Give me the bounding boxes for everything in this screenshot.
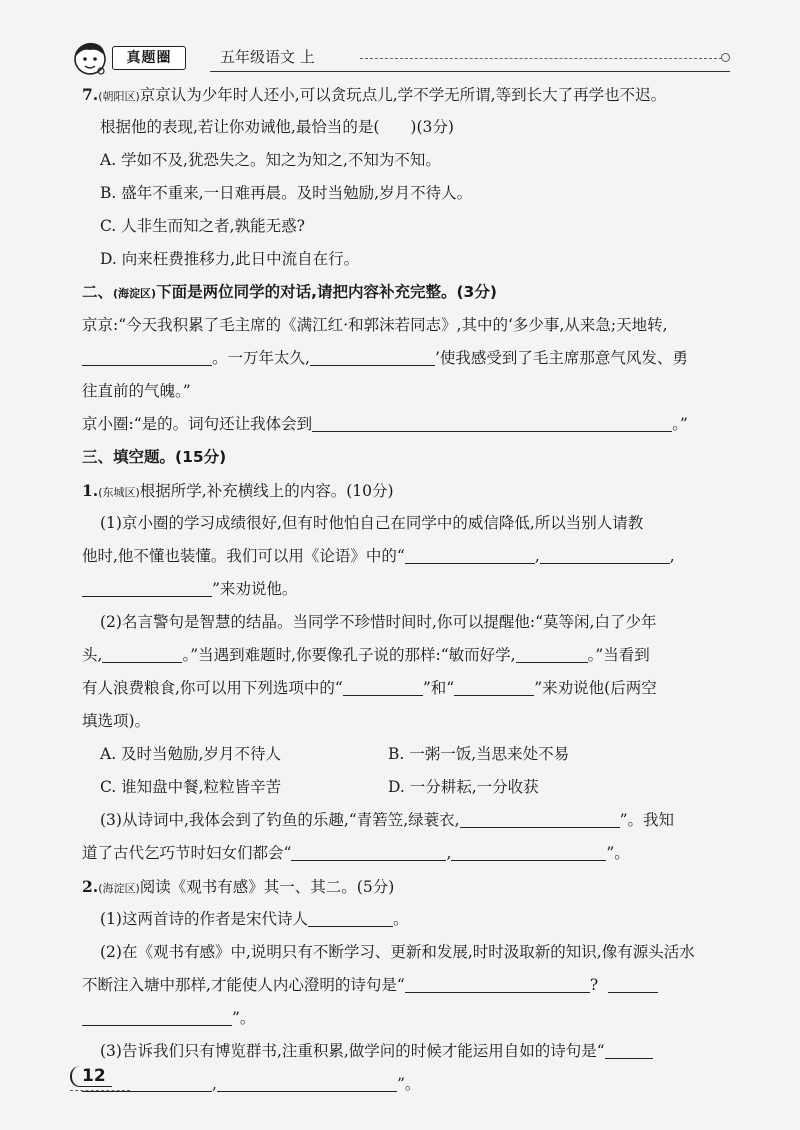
- s3q1-p1-line2: [82, 540, 722, 573]
- answer-blank[interactable]: [460, 809, 620, 828]
- dialogue-text: 。一万年太久,: [212, 349, 310, 367]
- prompt-text: ”和“: [422, 679, 455, 697]
- student-avatar-icon: [70, 38, 110, 78]
- s3q1-p2-line1: (2)名言警句是智慧的结晶。当同学不珍惜时间时,你可以提醒他:“莫等闲,白了少年: [100, 613, 657, 631]
- page-number: 12: [70, 1066, 112, 1087]
- answer-blank[interactable]: [454, 677, 534, 696]
- prompt-text: 。: [392, 910, 409, 928]
- s3q2-p3-line2: [82, 1068, 722, 1101]
- answer-blank[interactable]: [82, 347, 212, 366]
- page-header: [70, 38, 730, 74]
- header-dot-icon: [721, 53, 730, 62]
- worksheet-body: [82, 78, 722, 1101]
- s3q2-p2-line1: (2)在《观书有感》中,说明只有不断学习、更新和发展,时时汲取新的知识,像有源头活水: [100, 943, 695, 961]
- q7-option-a: A. 学如不及,犹恐失之。知之为知之,不知为不知。: [100, 151, 441, 169]
- q7-region-tag: (朝阳区): [98, 90, 140, 103]
- prompt-text: (1)这两首诗的作者是宋代诗人: [100, 910, 308, 928]
- prompt-text: (3)告诉我们只有博览群书,注重积累,做学问的时候才能运用自如的诗句是“: [100, 1042, 605, 1060]
- answer-blank[interactable]: [405, 974, 590, 993]
- prompt-text: 他时,他不懂也装懂。我们可以用《论语》中的“: [82, 547, 405, 565]
- s3q2-p1: [82, 903, 722, 936]
- answer-blank[interactable]: [605, 1040, 653, 1059]
- prompt-text: 头,: [82, 646, 103, 664]
- q7-number: 7.: [82, 85, 99, 104]
- s3q2-number: 2.: [82, 877, 99, 896]
- prompt-text: ”。: [606, 844, 630, 862]
- option-c: C. 谁知盘中餐,粒粒皆辛苦: [100, 778, 282, 796]
- section2-title: [82, 276, 722, 309]
- s3q1-region-tag: (东城区): [98, 486, 140, 499]
- section2-num: 二、: [82, 283, 114, 301]
- dialogue-text: 京小圈:“是的。词句还让我体会到: [82, 415, 313, 433]
- s3q1-options-row2: [82, 771, 722, 804]
- prompt-text: 不断注入塘中那样,才能使人内心澄明的诗句是“: [82, 976, 405, 994]
- option-a: A. 及时当勉励,岁月不待人: [100, 745, 281, 763]
- s3q2-p2-line2: [82, 969, 722, 1002]
- s3q1-options-row1: [82, 738, 722, 771]
- answer-blank[interactable]: [451, 842, 606, 861]
- answer-blank[interactable]: [308, 908, 393, 927]
- dialogue-text: ’使我感受到了毛主席那意气风发、勇: [434, 349, 688, 367]
- s3q2-p2-line3: [82, 1002, 722, 1035]
- q7-option-d: D. 向来枉费推移力,此日中流自在行。: [100, 250, 360, 268]
- q7-stem-line1: [82, 78, 722, 111]
- dialogue-line3: 往直前的气魄。”: [82, 382, 191, 400]
- s3q1-p3-line2: [82, 837, 722, 870]
- prompt-text: ,: [446, 844, 452, 862]
- prompt-text: 。”当看到: [587, 646, 650, 664]
- answer-blank[interactable]: [343, 677, 423, 696]
- footer-divider: [70, 1090, 130, 1091]
- answer-blank[interactable]: [405, 545, 535, 564]
- page-footer: [70, 1066, 112, 1087]
- answer-blank[interactable]: [312, 413, 672, 432]
- s3q1-p2-line2: [82, 639, 722, 672]
- brand-label: 真题圈: [112, 46, 186, 70]
- prompt-text: ,: [212, 1075, 217, 1093]
- prompt-text: ”。我知: [619, 811, 675, 829]
- answer-blank[interactable]: [82, 1007, 232, 1026]
- option-b: B. 一粥一饭,当思来处不易: [388, 745, 570, 763]
- section2-heading: 下面是两位同学的对话,请把内容补充完整。(3分): [156, 283, 497, 301]
- prompt-text: ”。: [396, 1075, 421, 1093]
- answer-blank[interactable]: [540, 545, 670, 564]
- option-d: D. 一分耕耘,一分收获: [388, 778, 539, 796]
- answer-blank[interactable]: [291, 842, 446, 861]
- book-title: 五年级语文 上: [220, 48, 315, 66]
- s3q2-stem: [82, 870, 722, 903]
- dialogue-line2: [82, 342, 722, 375]
- s3q1-p1-line1: (1)京小圈的学习成绩很好,但有时他怕自己在同学中的威信降低,所以当别人请教: [100, 514, 644, 532]
- prompt-text: 有人浪费粮食,你可以用下列选项中的“: [82, 679, 343, 697]
- header-underline: [210, 71, 730, 72]
- section3-title: 三、填空题。(15分): [82, 448, 227, 466]
- s3q2-stem-text: 阅读《观书有感》其一、其二。(5分): [139, 878, 395, 896]
- s3q1-stem-text: 根据所学,补充横线上的内容。(10分): [139, 482, 394, 500]
- s3q1-p1-line3: [82, 573, 722, 606]
- q7-option-b: B. 盛年不重来,一日难再晨。及时当勉励,岁月不待人。: [100, 184, 473, 202]
- prompt-text: (3)从诗词中,我体会到了钓鱼的乐趣,“青箬笠,绿蓑衣,: [100, 811, 460, 829]
- s3q1-p3-line1: [82, 804, 722, 837]
- q7-option-c: C. 人非生而知之者,孰能无惑?: [100, 217, 305, 235]
- s3q1-number: 1.: [82, 481, 99, 500]
- prompt-text: 道了古代乞巧节时妇女们都会“: [82, 844, 292, 862]
- answer-blank[interactable]: [217, 1073, 397, 1092]
- q7-stem-text: 京京认为少年时人还小,可以贪玩点儿,学不学无所谓,等到长大了再学也不迟。: [139, 86, 667, 104]
- answer-blank[interactable]: [102, 644, 182, 663]
- prompt-text: ,: [669, 547, 675, 565]
- answer-blank[interactable]: [608, 974, 658, 993]
- dialogue-line4: [82, 408, 722, 441]
- prompt-text: ?: [589, 976, 599, 994]
- s3q2-region-tag: (海淀区): [98, 882, 140, 895]
- prompt-text: ”来劝说他(后两空: [534, 679, 657, 697]
- answer-blank[interactable]: [82, 578, 212, 597]
- prompt-text: ”来劝说他。: [212, 580, 298, 598]
- s3q2-p3-line1: [82, 1035, 722, 1068]
- dialogue-text: 。”: [672, 415, 688, 433]
- answer-blank[interactable]: [516, 644, 588, 663]
- answer-blank[interactable]: [310, 347, 435, 366]
- prompt-text: ”。: [232, 1009, 256, 1027]
- dialogue-line1: 京京:“今天我积累了毛主席的《满江红·和郭沫若同志》,其中的‘多少事,从来急;天地转,: [82, 316, 668, 334]
- header-divider: [360, 58, 722, 59]
- s3q1-stem: [82, 474, 722, 507]
- prompt-text: 。”当遇到难题时,你要像孔子说的那样:“敏而好学,: [182, 646, 516, 664]
- section2-region-tag: (海淀区): [113, 287, 157, 300]
- s3q1-p2-line3: [82, 672, 722, 705]
- q7-stem-line2: 根据他的表现,若让你劝诫他,最恰当的是( )(3分): [100, 118, 454, 136]
- prompt-text: ,: [534, 547, 540, 565]
- s3q1-p2-line4: 填选项)。: [82, 712, 151, 730]
